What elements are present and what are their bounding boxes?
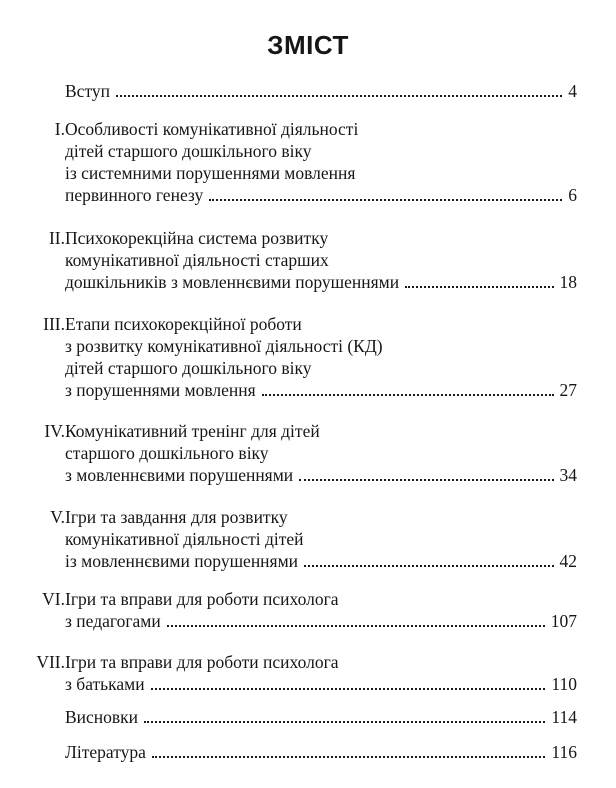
toc-page-number: 18 bbox=[559, 272, 577, 292]
dot-leader bbox=[144, 721, 545, 723]
toc-page-number: 27 bbox=[559, 380, 577, 400]
chapter-number: I. bbox=[54, 119, 65, 139]
toc-entry-title-line: Ігри та завдання для розвитку bbox=[65, 507, 288, 527]
dot-leader bbox=[116, 95, 562, 97]
toc-entry-title-line: Ігри та вправи для роботи психолога bbox=[65, 589, 339, 609]
toc-entry-chapter-7[interactable] bbox=[0, 651, 616, 695]
toc-page-number: 34 bbox=[559, 465, 577, 485]
chapter-number: VI. bbox=[42, 589, 65, 609]
chapter-number: IV. bbox=[44, 421, 65, 441]
chapter-number: III. bbox=[43, 314, 65, 334]
toc-entry-title-line: з педагогами bbox=[65, 611, 161, 631]
toc-entry-title-line: комунікативної діяльності старших bbox=[65, 250, 329, 270]
toc-entry-title-line: із системними порушеннями мовлення bbox=[65, 163, 356, 183]
toc-entry-title-line: дітей старшого дошкільного віку bbox=[65, 358, 312, 378]
dot-leader bbox=[152, 756, 545, 758]
dot-leader bbox=[209, 199, 562, 201]
toc-entry-title-line: Ігри та вправи для роботи психолога bbox=[65, 652, 339, 672]
toc-page-number: 114 bbox=[551, 707, 577, 727]
toc-entry-title-line: з розвитку комунікативної діяльності (КД) bbox=[65, 336, 383, 356]
toc-entry-title-line: старшого дошкільного віку bbox=[65, 443, 269, 463]
dot-leader bbox=[299, 479, 553, 481]
toc-entry-title-line: з батьками bbox=[65, 674, 145, 694]
toc-entry-title-line: із мовленнєвими порушеннями bbox=[65, 551, 299, 571]
toc-entry-chapter-5[interactable] bbox=[0, 506, 616, 572]
toc-entry-introduction[interactable] bbox=[0, 80, 616, 102]
toc-entry-title-line: Комунікативний тренінг для дітей bbox=[65, 421, 320, 441]
toc-entry-title-line: Особливості комунікативної діяльності bbox=[65, 119, 359, 139]
toc-entry-title-line: комунікативної діяльності дітей bbox=[65, 529, 304, 549]
toc-entry-chapter-3[interactable] bbox=[0, 313, 616, 401]
toc-entry-chapter-1[interactable] bbox=[0, 118, 616, 206]
toc-entry-chapter-4[interactable] bbox=[0, 420, 616, 486]
toc-page-number: 110 bbox=[551, 674, 577, 694]
toc-entry-title: Висновки bbox=[65, 707, 139, 727]
dot-leader bbox=[151, 688, 546, 690]
toc-entry-conclusions[interactable] bbox=[0, 706, 616, 728]
toc-entry-title: Література bbox=[65, 742, 146, 762]
toc-entry-title-line: Психокорекційна система розвитку bbox=[65, 228, 329, 248]
toc-entry-references[interactable] bbox=[0, 741, 616, 763]
toc-entry-chapter-6[interactable] bbox=[0, 588, 616, 632]
toc-entry-title-line: Етапи психокорекційної роботи bbox=[65, 314, 302, 334]
toc-entry-title-line: з мовленнєвими порушеннями bbox=[65, 465, 294, 485]
dot-leader bbox=[167, 625, 545, 627]
page-title: ЗМІСТ bbox=[267, 30, 349, 60]
toc-page-number: 4 bbox=[568, 81, 577, 101]
toc-entry-title-line: дітей старшого дошкільного віку bbox=[65, 141, 312, 161]
dot-leader bbox=[262, 394, 554, 396]
chapter-number: V. bbox=[50, 507, 65, 527]
toc-entry-title-line: дошкільників з мовленнєвими порушеннями bbox=[65, 272, 400, 292]
toc-page-number: 116 bbox=[551, 742, 577, 762]
toc-entry-title-line: первинного генезу bbox=[65, 185, 204, 205]
chapter-number: II. bbox=[48, 228, 65, 248]
dot-leader bbox=[304, 565, 553, 567]
toc-entry-title: Вступ bbox=[65, 81, 110, 101]
toc-page-number: 42 bbox=[559, 551, 577, 571]
toc-page-number: 6 bbox=[568, 185, 577, 205]
toc-entry-title-line: з порушеннями мовлення bbox=[65, 380, 256, 400]
toc-page-number: 107 bbox=[550, 611, 577, 631]
toc-entry-chapter-2[interactable] bbox=[0, 227, 616, 293]
dot-leader bbox=[405, 286, 553, 288]
chapter-number: VII. bbox=[36, 652, 65, 672]
